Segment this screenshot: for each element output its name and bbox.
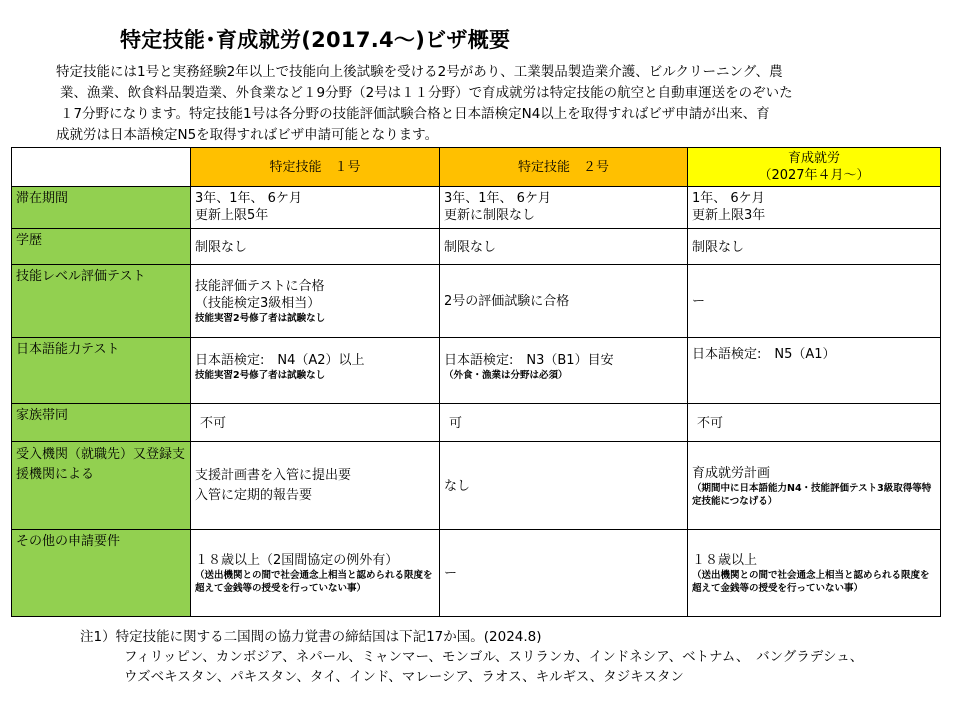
row-stay-period [12,187,941,229]
header-tokutei-1: 特定技能 １号 [191,148,440,187]
cell-tokutei-1 [191,442,440,530]
intro-line: 特定技能には1号と実務経験2年以上で技能向上後試験を受ける2号があり、工業製品製造業介護、ビルクリーニング、農 [56,64,783,80]
cell-ikusei: ー [688,265,941,338]
cell-tokutei-2: なし [440,442,688,530]
cell-tokutei-1 [191,187,440,229]
cell-tokutei-2 [440,187,688,229]
country-list: フィリッピン、カンボジア、ネパール、ミャンマー、モンゴル、スリランカ、インドネシア、ベトナム、 バングラデシュ、 [124,649,864,665]
header-tokutei-2: 特定技能 ２号 [440,148,688,187]
cell-text: 1年、 6ケ月 [692,191,765,206]
cell-text: 日本語検定: N4（A2）以上 [195,353,365,368]
cell-text: 更新に制限なし [444,208,536,223]
cell-ikusei [688,442,941,530]
row-label: 滞在期間 [12,187,191,229]
cell-text: 日本語検定: N3（B1）目安 [444,353,614,368]
cell-tokutei-1 [191,530,440,617]
cell-tokutei-1 [191,338,440,404]
intro-line: 業、漁業、飲食料品製造業、外食業など１9分野（2号は１１分野）で育成就労は特定技能の航空と自動車運送をのぞいた [60,85,793,101]
row-skill-test [12,265,941,338]
cell-note: （送出機関との間で社会通念上相当と認められる限度を超えて金銭等の授受を行っていない事） [692,570,930,594]
header-ikusei-title: 育成就労 [787,151,840,166]
row-label: その他の申請要件 [12,530,191,617]
cell-ikusei: 制限なし [688,229,941,265]
row-label: 受入機関（就職先）又登録支援機関による [12,442,191,530]
cell-tokutei-2: 可 [440,404,688,442]
cell-text: １８歳以上 [692,553,758,568]
intro-line: 成就労は日本語検定N5を取得すればビザ申請可能となります。 [56,127,439,143]
footnotes [80,627,863,687]
cell-note: （外食・漁業は分野は必須） [444,370,568,381]
cell-text: 更新上限3年 [692,208,766,223]
page-title: 特定技能･育成就労(2017.4～)ビザ概要 [120,28,511,52]
row-japanese-test [12,338,941,404]
cell-note: 技能実習2号修了者は試験なし [195,313,326,324]
cell-text: 支援計画書を入管に提出要 [195,468,352,483]
cell-tokutei-1 [191,265,440,338]
cell-text: 育成就労計画 [692,465,771,481]
cell-text: 入管に定期的報告要 [195,488,313,503]
row-label: 学歴 [12,229,191,265]
row-other-requirements [12,530,941,617]
row-accepting-org [12,442,941,530]
header-ikusei-date: （2027年４月～） [758,168,870,183]
row-education [12,229,941,265]
cell-tokutei-2: 2号の評価試験に合格 [440,265,688,338]
row-label: 日本語能力テスト [12,338,191,404]
cell-ikusei [688,187,941,229]
intro-line: １7分野になります。特定技能1号は各分野の技能評価試験合格と日本語検定N4以上を取得すればビザ申請が出来、育 [60,106,770,122]
cell-text: １８歳以上（2国間協定の例外有） [195,553,399,568]
header-ikusei [688,148,941,187]
header-corner [12,148,191,187]
visa-comparison-table [11,147,941,617]
header-row [12,148,941,187]
cell-tokutei-1: 制限なし [191,229,440,265]
cell-text: 更新上限5年 [195,208,269,223]
cell-note: （送出機関との間で社会通念上相当と認められる限度を超えて金銭等の授受を行っていない事） [195,570,433,594]
cell-tokutei-2: 制限なし [440,229,688,265]
row-family [12,404,941,442]
cell-note: 技能実習2号修了者は試験なし [195,370,326,381]
cell-tokutei-1: 不可 [191,404,440,442]
intro-text [56,62,928,146]
country-list: ウズベキスタン、パキスタン、タイ、インド、マレーシア、ラオス、キルギス、タジキスタン [124,669,684,685]
cell-ikusei: 不可 [688,404,941,442]
cell-ikusei [688,338,941,404]
cell-note: （期間中に日本語能力N4・技能評価テスト3級取得等特定技能につなげる） [692,482,932,507]
row-label: 技能レベル評価テスト [12,265,191,338]
cell-ikusei [688,530,941,617]
cell-text: （技能検定3級相当） [195,296,321,311]
cell-text: 日本語検定: N5（A1） [692,347,836,362]
row-label: 家族帯同 [12,404,191,442]
cell-tokutei-2: ー [440,530,688,617]
cell-tokutei-2 [440,338,688,404]
cell-text: 3年、1年、 6ケ月 [195,191,302,206]
cell-text: 技能評価テストに合格 [195,279,325,294]
footnote-line: 注1）特定技能に関する二国間の協力覚書の締結国は下記17か国。(2024.8) [80,629,542,645]
cell-text: 3年、1年、 6ケ月 [444,191,551,206]
